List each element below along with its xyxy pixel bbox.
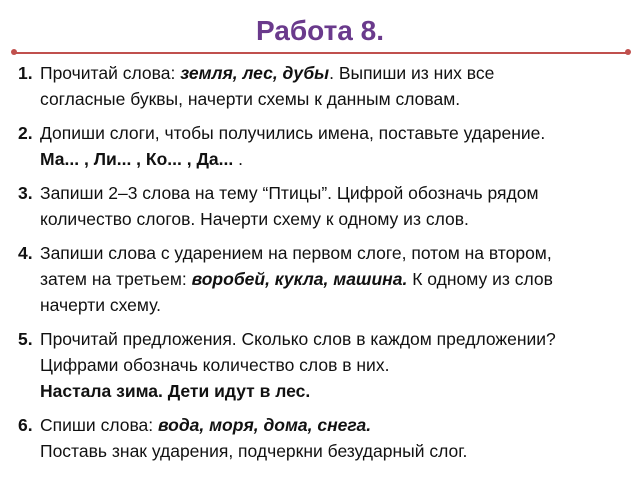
task-text: начерти схему. <box>40 295 161 315</box>
task-3 <box>18 180 630 232</box>
task-text: согласные буквы, начерти схемы к данным словам. <box>40 89 461 109</box>
task-words: земля, лес, дубы <box>180 63 330 83</box>
task-text-line <box>40 266 630 292</box>
task-text: Прочитай слова: <box>40 63 181 83</box>
task-5 <box>18 326 630 404</box>
task-list <box>18 60 630 472</box>
task-number: 1. <box>18 63 33 83</box>
task-text: количество слогов. Начерти схему к одному из слов. <box>40 209 469 229</box>
task-text: . Выпиши из них все <box>329 63 495 83</box>
task-words: вода, моря, дома, снега. <box>158 415 372 435</box>
task-number: 4. <box>18 243 33 263</box>
task-text: Спиши слова: <box>40 415 159 435</box>
task-words: воробей, кукла, машина. <box>191 269 408 289</box>
task-number: 2. <box>18 123 33 143</box>
task-text-line <box>40 146 630 172</box>
task-text: К одному из слов <box>407 269 553 289</box>
task-number: 6. <box>18 415 33 435</box>
task-text: Допиши слоги, чтобы получились имена, поставьте ударение. <box>40 123 546 143</box>
divider-cap-left <box>11 49 17 55</box>
task-number: 5. <box>18 329 33 349</box>
task-text: Поставь знак ударения, подчеркни безударный слог. <box>40 441 468 461</box>
task-text: затем на третьем: <box>40 269 192 289</box>
task-sentences: Настала зима. Дети идут в лес. <box>40 381 311 401</box>
page-title: Работа 8. <box>256 15 384 46</box>
task-text: Запиши 2–3 слова на тему “Птицы”. Цифрой обозначь рядом <box>40 183 539 203</box>
task-syllables: Ма... , Ли... , Ко... , Да... <box>40 149 239 169</box>
title-divider <box>14 52 628 54</box>
task-4 <box>18 240 630 318</box>
task-text-line <box>40 60 630 86</box>
divider-cap-right <box>625 49 631 55</box>
task-1 <box>18 60 630 112</box>
task-text: Цифрами обозначь количество слов в них. <box>40 355 390 375</box>
task-6 <box>18 412 630 464</box>
task-number: 3. <box>18 183 33 203</box>
task-text: . <box>238 149 243 169</box>
task-2 <box>18 120 630 172</box>
task-text: Запиши слова с ударением на первом слоге, потом на втором, <box>40 243 552 263</box>
task-text-line <box>40 412 630 438</box>
task-text: Прочитай предложения. Сколько слов в каждом предложении? <box>40 329 556 349</box>
